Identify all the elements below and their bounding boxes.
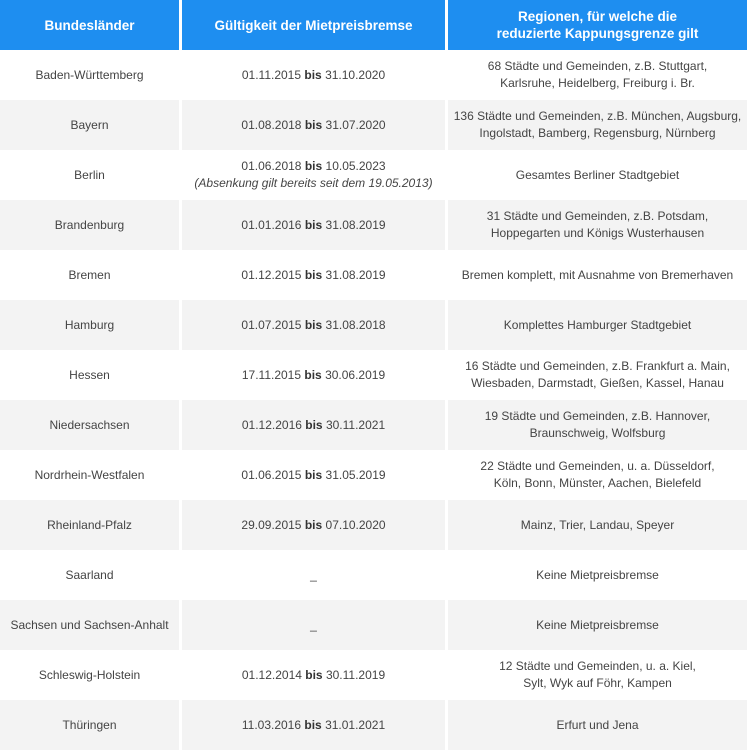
date-connector: bis <box>304 67 322 82</box>
cell-regionen <box>448 600 747 650</box>
cell-gueltigkeit <box>182 550 445 600</box>
table-row <box>0 50 747 100</box>
cell-gueltigkeit <box>182 50 445 100</box>
cell-regionen <box>448 200 747 250</box>
region-line1: 12 Städte und Gemeinden, u. a. Kiel, <box>499 659 696 673</box>
date-to: 31.08.2018 <box>325 317 386 332</box>
date-note: (Absenkung gilt bereits seit dem 19.05.2013) <box>194 176 433 190</box>
date-to: 31.10.2020 <box>325 67 386 82</box>
cell-gueltigkeit <box>182 350 445 400</box>
region-line1: Bremen komplett, mit Ausnahme von Bremerhaven <box>461 267 734 282</box>
cell-bundesland: Bremen <box>0 250 179 300</box>
date-connector: bis <box>304 159 323 173</box>
cell-regionen <box>448 650 747 700</box>
region-line1: Gesamtes Berliner Stadtgebiet <box>515 167 680 182</box>
date-to: 31.08.2019 <box>325 217 386 232</box>
cell-gueltigkeit <box>182 100 445 150</box>
cell-regionen <box>448 50 747 100</box>
table-row <box>0 700 747 750</box>
cell-regionen <box>448 450 747 500</box>
cell-bundesland: Thüringen <box>0 700 179 750</box>
table-header <box>0 0 747 50</box>
date-from: 01.08.2018 <box>241 117 302 132</box>
region-line2: Karlsruhe, Heidelberg, Freiburg i. Br. <box>500 76 695 90</box>
region-line1: 16 Städte und Gemeinden, z.B. Frankfurt a. Main, <box>465 359 730 373</box>
cell-bundesland: Bayern <box>0 100 179 150</box>
table-row <box>0 100 747 150</box>
region-line2: Hoppegarten und Königs Wusterhausen <box>490 226 705 240</box>
cell-bundesland: Berlin <box>0 150 179 200</box>
table-body <box>0 50 747 750</box>
date-connector: bis <box>304 117 323 132</box>
region-line1: 22 Städte und Gemeinden, u. a. Düsseldorf, <box>480 459 715 473</box>
cell-regionen <box>448 400 747 450</box>
date-to: 31.05.2019 <box>325 467 386 482</box>
header-bundeslaender: Bundesländer <box>0 0 179 50</box>
date-connector: bis <box>304 517 323 532</box>
cell-gueltigkeit <box>182 650 445 700</box>
cell-regionen <box>448 500 747 550</box>
date-from: 01.12.2016 <box>241 417 302 432</box>
no-date-dash: _ <box>310 567 317 582</box>
table-row <box>0 500 747 550</box>
region-line1: 31 Städte und Gemeinden, z.B. Potsdam, <box>486 209 709 223</box>
date-to: 30.11.2019 <box>325 667 386 682</box>
date-from: 01.06.2018 <box>241 159 302 173</box>
date-to: 31.07.2020 <box>325 117 386 132</box>
table-row <box>0 550 747 600</box>
region-line2: Sylt, Wyk auf Föhr, Kampen <box>523 676 672 690</box>
date-to: 30.11.2021 <box>325 417 386 432</box>
cell-regionen <box>448 550 747 600</box>
header-row <box>0 0 747 50</box>
date-connector: bis <box>304 267 323 282</box>
date-to: 31.01.2021 <box>325 717 386 732</box>
cell-bundesland: Hamburg <box>0 300 179 350</box>
cell-regionen <box>448 100 747 150</box>
table-row <box>0 150 747 200</box>
cell-bundesland: Nordrhein-Westfalen <box>0 450 179 500</box>
date-connector: bis <box>304 217 323 232</box>
date-connector: bis <box>305 667 323 682</box>
date-from: 29.09.2015 <box>241 517 302 532</box>
date-connector: bis <box>304 367 322 382</box>
date-from: 01.01.2016 <box>241 217 302 232</box>
cell-gueltigkeit <box>182 300 445 350</box>
region-line1: 68 Städte und Gemeinden, z.B. Stuttgart, <box>487 59 708 73</box>
table-row <box>0 300 747 350</box>
cell-gueltigkeit <box>182 600 445 650</box>
cell-regionen <box>448 150 747 200</box>
region-line1: Mainz, Trier, Landau, Speyer <box>520 517 675 532</box>
header-regionen-line2: reduzierte Kappungsgrenze gilt <box>496 26 699 41</box>
cell-gueltigkeit <box>182 450 445 500</box>
table-row <box>0 400 747 450</box>
cell-gueltigkeit <box>182 200 445 250</box>
region-line2: Ingolstadt, Bamberg, Regensburg, Nürnberg <box>479 126 716 140</box>
date-from: 17.11.2015 <box>241 367 302 382</box>
date-connector: bis <box>305 417 323 432</box>
region-line1: Komplettes Hamburger Stadtgebiet <box>503 317 692 332</box>
date-from: 01.07.2015 <box>241 317 302 332</box>
cell-gueltigkeit <box>182 250 445 300</box>
region-line1: Keine Mietpreisbremse <box>536 567 659 582</box>
cell-regionen <box>448 300 747 350</box>
date-to: 31.08.2019 <box>325 267 386 282</box>
cell-bundesland: Brandenburg <box>0 200 179 250</box>
cell-bundesland: Sachsen und Sachsen-Anhalt <box>0 600 179 650</box>
cell-regionen <box>448 350 747 400</box>
region-line2: Köln, Bonn, Münster, Aachen, Bielefeld <box>493 476 702 490</box>
header-gueltigkeit: Gültigkeit der Mietpreisbremse <box>182 0 445 50</box>
cell-gueltigkeit <box>182 150 445 200</box>
date-from: 01.06.2015 <box>241 467 302 482</box>
region-line1: 136 Städte und Gemeinden, z.B. München, Augsburg, <box>453 109 742 123</box>
table-row <box>0 200 747 250</box>
date-from: 11.03.2016 <box>241 717 302 732</box>
header-regionen <box>448 0 747 50</box>
date-to: 07.10.2020 <box>325 517 386 532</box>
cell-bundesland: Rheinland-Pfalz <box>0 500 179 550</box>
cell-bundesland: Niedersachsen <box>0 400 179 450</box>
date-connector: bis <box>304 467 323 482</box>
region-line2: Wiesbaden, Darmstadt, Gießen, Kassel, Hanau <box>471 376 724 390</box>
cell-regionen <box>448 250 747 300</box>
table-row <box>0 350 747 400</box>
cell-gueltigkeit <box>182 700 445 750</box>
date-from: 01.12.2015 <box>241 267 302 282</box>
date-from: 01.11.2015 <box>241 67 302 82</box>
date-connector: bis <box>304 317 323 332</box>
cell-bundesland: Saarland <box>0 550 179 600</box>
no-date-dash: _ <box>310 617 317 632</box>
table-row <box>0 450 747 500</box>
cell-regionen <box>448 700 747 750</box>
cell-bundesland: Schleswig-Holstein <box>0 650 179 700</box>
date-from: 01.12.2014 <box>241 667 302 682</box>
table-row <box>0 650 747 700</box>
region-line1: Erfurt und Jena <box>556 717 639 732</box>
date-to: 10.05.2023 <box>325 159 386 173</box>
cell-bundesland: Hessen <box>0 350 179 400</box>
cell-gueltigkeit <box>182 500 445 550</box>
table-row <box>0 600 747 650</box>
cell-bundesland: Baden-Württemberg <box>0 50 179 100</box>
region-line1: 19 Städte und Gemeinden, z.B. Hannover, <box>484 409 711 423</box>
region-line1: Keine Mietpreisbremse <box>536 617 659 632</box>
date-to: 30.06.2019 <box>325 367 386 382</box>
cell-gueltigkeit <box>182 400 445 450</box>
header-regionen-line1: Regionen, für welche die <box>517 9 678 24</box>
region-line2: Braunschweig, Wolfsburg <box>529 426 666 440</box>
table-row <box>0 250 747 300</box>
date-connector: bis <box>304 717 322 732</box>
